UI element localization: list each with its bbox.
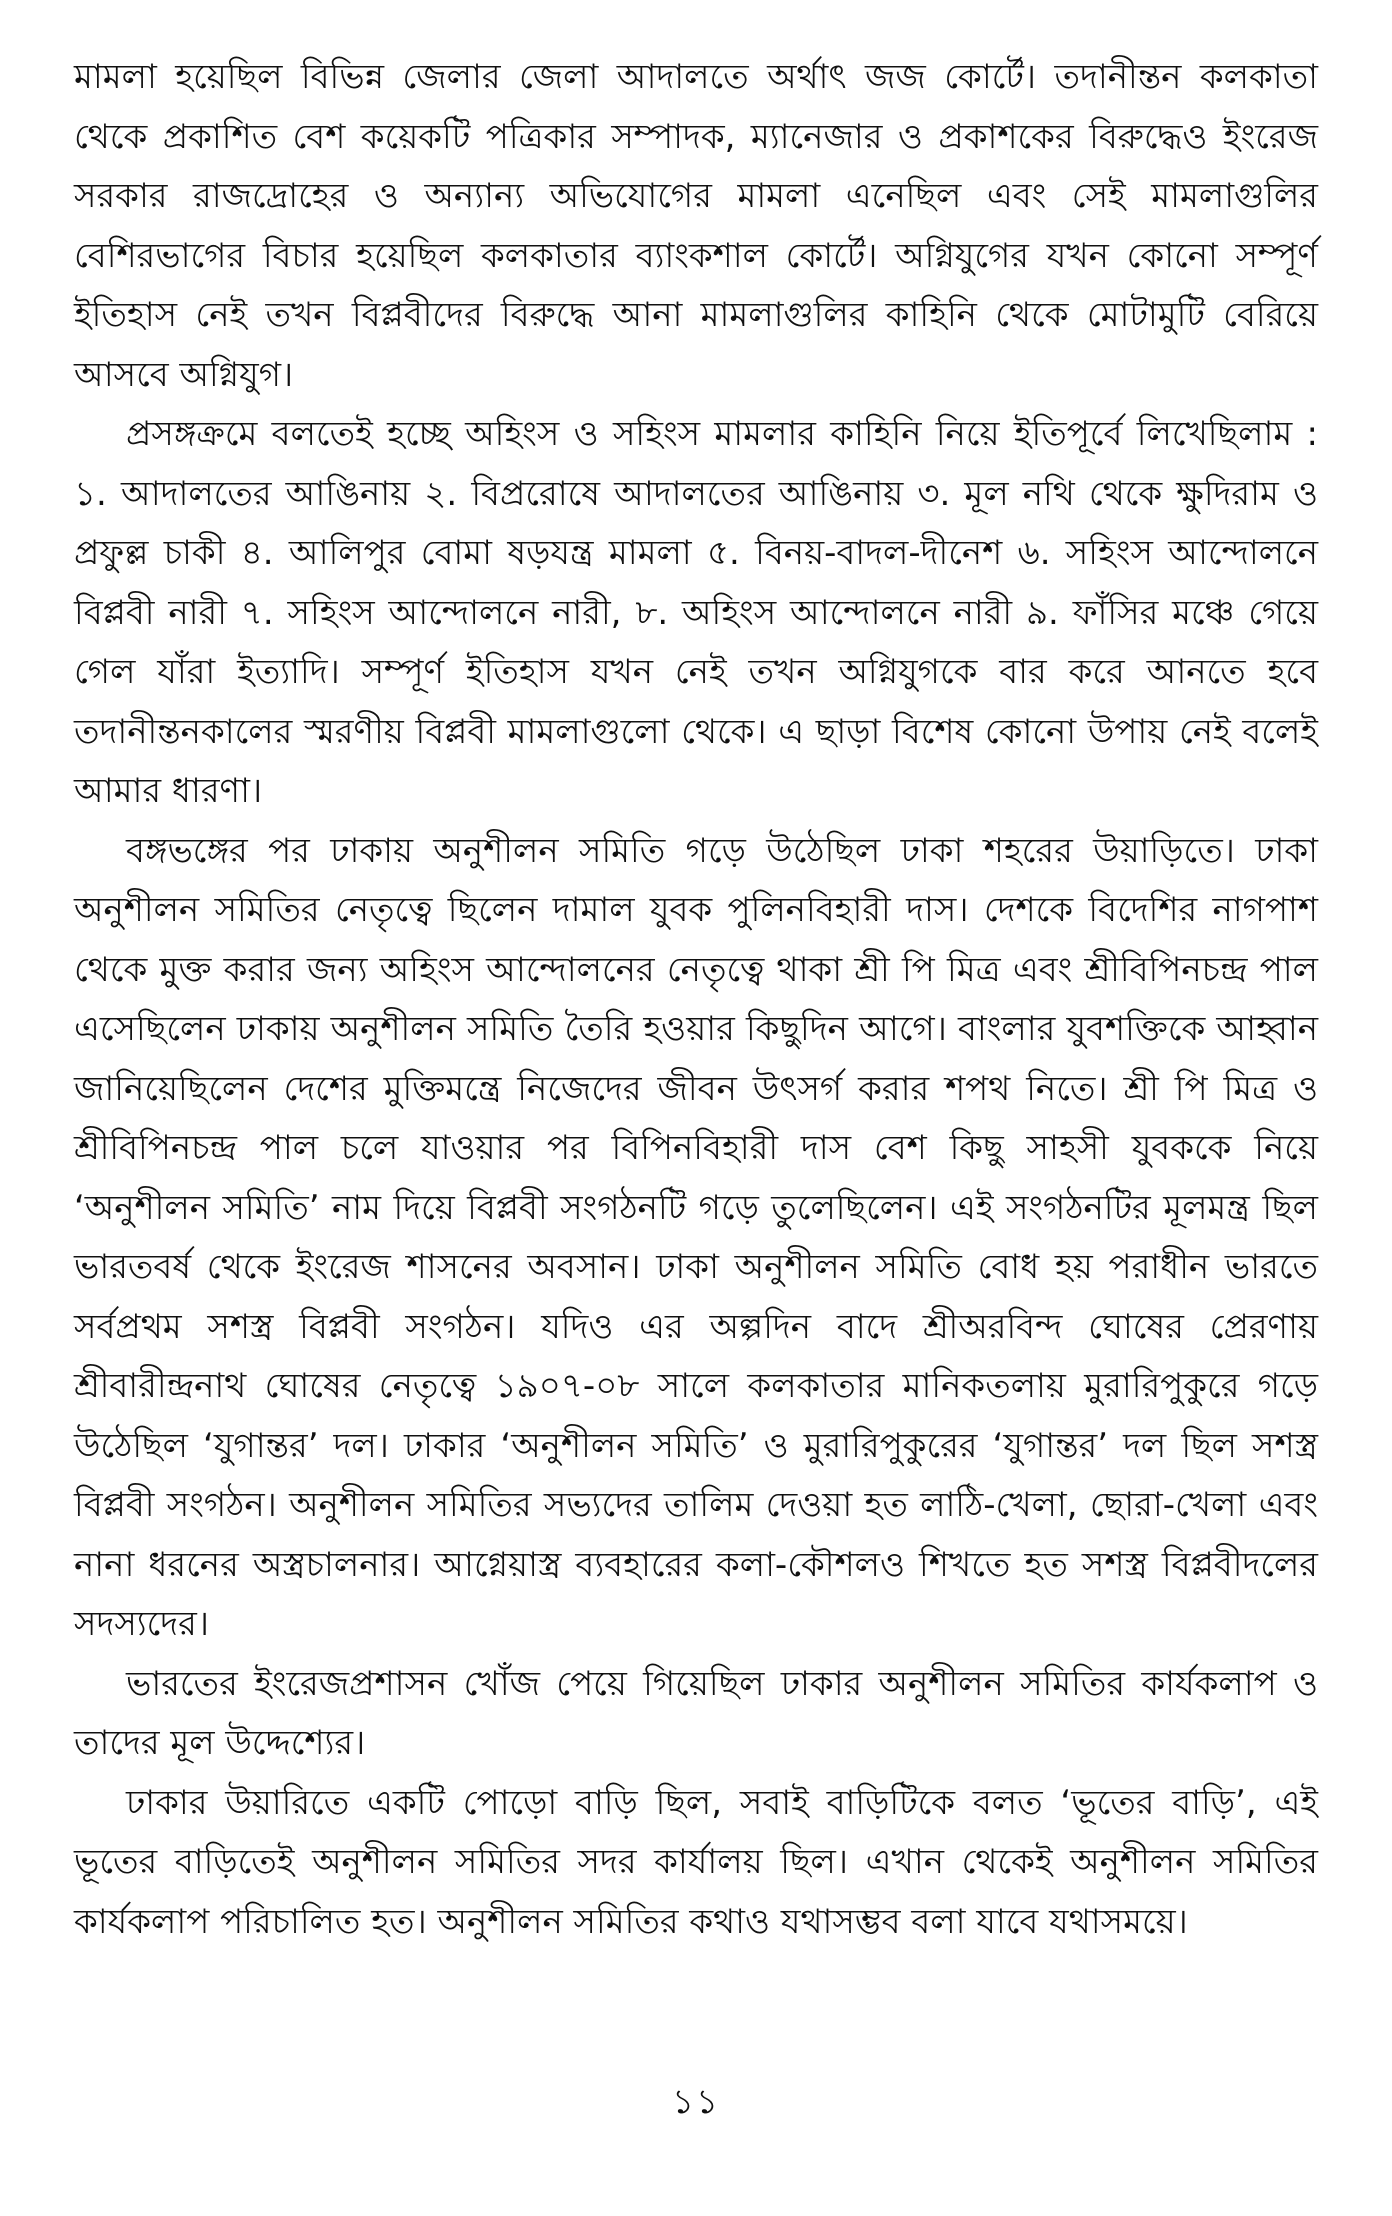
page-body-text xyxy=(74,48,1318,1952)
paragraph-1: মামলা হয়েছিল বিভিন্ন জেলার জেলা আদালতে অর্থাৎ জজ কোর্টে। তদানীন্তন কলকাতা থেকে প্রকাশিত বেশ কয়েকটি পত্রিকার সম্পাদক, ম্যানেজার ও প্রকাশকের বিরুদ্ধেও ইংরেজ সরকার রাজদ্রোহের ও অন্যান্য অভিযোগের মামলা এনেছিল এবং সেই মামলাগুলির বেশিরভাগের বিচার হয়েছিল কলকাতার ব্যাংকশাল কোর্টে। অগ্নিযুগের যখন কোনো সম্পূর্ণ ইতিহাস নেই তখন বিপ্লবীদের বিরুদ্ধে আনা মামলাগুলির কাহিনি থেকে মোটামুটি বেরিয়ে আসবে অগ্নিযুগ। xyxy=(74,57,1318,395)
paragraph-4: ভারতের ইংরেজপ্রশাসন খোঁজ পেয়ে গিয়েছিল ঢাকার অনুশীলন সমিতির কার্যকলাপ ও তাদের মূল উদ্দেশ্যের। xyxy=(74,1663,1318,1763)
paragraph-5: ঢাকার উয়ারিতে একটি পোড়ো বাড়ি ছিল, সবাই বাড়িটিকে বলত ‘ভূতের বাড়ি’, এই ভূতের বাড়িতেই অনুশীলন সমিতির সদর কার্যালয় ছিল। এখান থেকেই অনুশীলন সমিতির কার্যকলাপ পরিচালিত হত। অনুশীলন সমিতির কথাও যথাসম্ভব বলা যাবে যথাসময়ে। xyxy=(74,1782,1318,1942)
paragraph-3: বঙ্গভঙ্গের পর ঢাকায় অনুশীলন সমিতি গড়ে উঠেছিল ঢাকা শহরের উয়াড়িতে। ঢাকা অনুশীলন সমিতির নেতৃত্বে ছিলেন দামাল যুবক পুলিনবিহারী দাস। দেশকে বিদেশির নাগপাশ থেকে মুক্ত করার জন্য অহিংস আন্দোলনের নেতৃত্বে থাকা শ্রী পি মিত্র এবং শ্রীবিপিনচন্দ্র পাল এসেছিলেন ঢাকায় অনুশীলন সমিতি তৈরি হওয়ার কিছুদিন আগে। বাংলার যুবশক্তিকে আহ্বান জানিয়েছিলেন দেশের মুক্তিমন্ত্রে নিজেদের জীবন উৎসর্গ করার শপথ নিতে। শ্রী পি মিত্র ও শ্রীবিপিনচন্দ্র পাল চলে যাওয়ার পর বিপিনবিহারী দাস বেশ কিছু সাহসী যুবককে নিয়ে ‘অনুশীলন সমিতি’ নাম দিয়ে বিপ্লবী সংগঠনটি গড়ে তুলেছিলেন। এই সংগঠনটির মূলমন্ত্র ছিল ভারতবর্ষ থেকে ইংরেজ শাসনের অবসান। ঢাকা অনুশীলন সমিতি বোধ হয় পরাধীন ভারতে সর্বপ্রথম সশস্ত্র বিপ্লবী সংগঠন। যদিও এর অল্পদিন বাদে শ্রীঅরবিন্দ ঘোষের প্রেরণায় শ্রীবারীন্দ্রনাথ ঘোষের নেতৃত্বে ১৯০৭-০৮ সালে কলকাতার মানিকতলায় মুরারিপুকুরে গড়ে উঠেছিল ‘যুগান্তর’ দল। ঢাকার ‘অনুশীলন সমিতি’ ও মুরারিপুকুরের ‘যুগান্তর’ দল ছিল সশস্ত্র বিপ্লবী সংগঠন। অনুশীলন সমিতির সভ্যদের তালিম দেওয়া হত লাঠি-খেলা, ছোরা-খেলা এবং নানা ধরনের অস্ত্রচালনার। আগ্নেয়াস্ত্র ব্যবহারের কলা-কৌশলও শিখতে হত সশস্ত্র বিপ্লবীদলের সদস্যদের। xyxy=(74,830,1318,1644)
paragraph-2: প্রসঙ্গক্রমে বলতেই হচ্ছে অহিংস ও সহিংস মামলার কাহিনি নিয়ে ইতিপূর্বে লিখেছিলাম : ১. আদালতের আঙিনায় ২. বিপ্ররোষে আদালতের আঙিনায় ৩. মূল নথি থেকে ক্ষুদিরাম ও প্রফুল্ল চাকী ৪. আলিপুর বোমা ষড়যন্ত্র মামলা ৫. বিনয়-বাদল-দীনেশ ৬. সহিংস আন্দোলনে বিপ্লবী নারী ৭. সহিংস আন্দোলনে নারী, ৮. অহিংস আন্দোলনে নারী ৯. ফাঁসির মঞ্চে গেয়ে গেল যাঁরা ইত্যাদি। সম্পূর্ণ ইতিহাস যখন নেই তখন অগ্নিযুগকে বার করে আনতে হবে তদানীন্তনকালের স্মরণীয় বিপ্লবী মামলাগুলো থেকে। এ ছাড়া বিশেষ কোনো উপায় নেই বলেই আমার ধারণা। xyxy=(74,414,1318,811)
page-number: ১১ xyxy=(671,2082,721,2122)
book-page xyxy=(74,48,1318,2168)
